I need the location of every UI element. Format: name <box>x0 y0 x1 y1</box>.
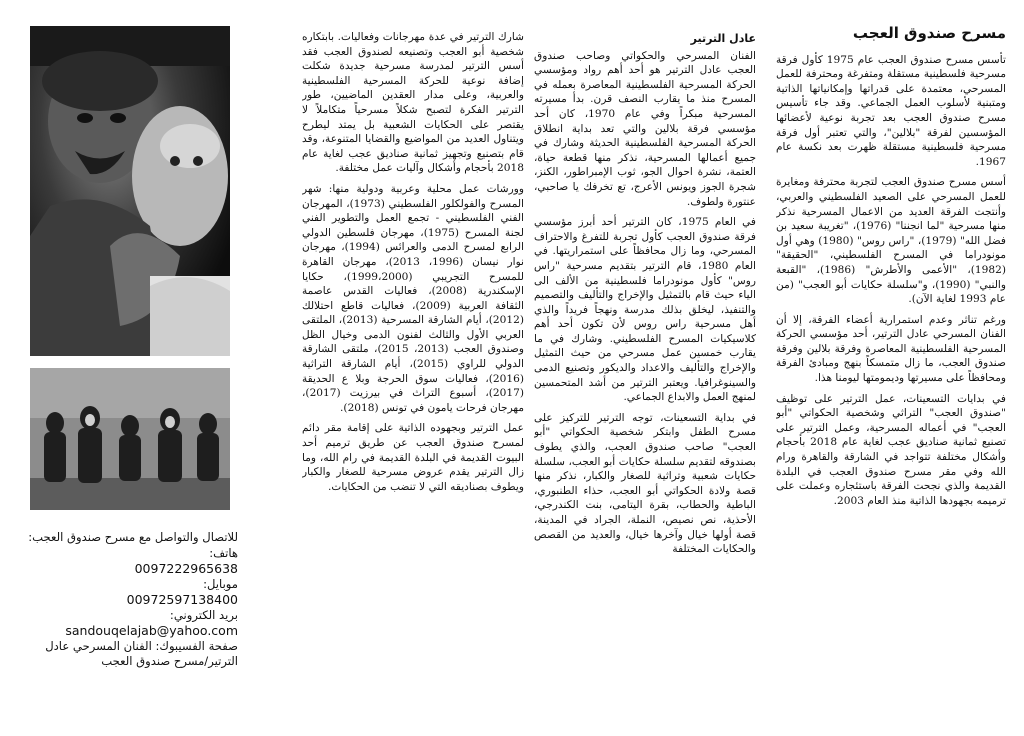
adel-paragraph: الفنان المسرحي والحكواتي وصاحب صندوق العجب عادل الترتير هو أحد أهم رواد ومؤسسي الحركة المسرحية الفلسطينية المعاصرة بعمله في المسرح منذ ما يقارب النصف قرن. بدأ مسيرته المسرحية مبكراً وفي عام 1970، كان أحد مؤسسي فرقة بلالين والتي تعد بداية انطلاق الحركة المسرحية الفلسطينية الحديثة وشارك في جميع أعمالها المسرحية، نذكر منها قطعة حياة، العتمة، نشرة احوال الجو، ثوب الإمبراطور، الكنز، شجرة الجوز ويونس الأعرج، تع تخرفك يا صاحبي، عنتورة ولطوف. <box>534 49 756 208</box>
email-address[interactable]: sandouqelajab@yahoo.com <box>65 623 238 638</box>
phone-label: هاتف: <box>209 545 238 560</box>
contact-heading: للاتصال والتواصل مع مسرح صندوق العجب: <box>28 530 238 544</box>
facebook-page[interactable]: صفحة الفسيبوك: الفنان المسرحي عادل الترتير/مسرح صندوق العجب <box>45 638 238 668</box>
adel-paragraph: في بداية التسعينات، توجه الترتير للتركيز على مسرح الطفل وابتكر شخصية الحكواتي "أبو العجب" صاحب صندوق العجب، والذي يطوف بصندوقه لتقديم سلسلة حكايات أبو العجب، سلسلة حكايات شعبية وتراثية للصغار والكبار، نذكر منها قصة ولادة الحكواتي أبو العجب، حذاء الطنبوري، الباطية والحطاب، بقرة اليتامى، بنت الكندرجي، الأحذية، نص نصيص، النملة، الجراد في المدينة، قصة أولها خيال وآخرها خيال، والعديد من القصص والحكايات المختلفة <box>534 411 756 556</box>
column-intro <box>776 10 1006 514</box>
festival-paragraph: وورشات عمل محلية وعربية ودولية منها: شهر المسرح والفولكلور الفلسطيني (1973)، المهرجان الفني الفلسطيني - تجمع العمل والتطوير الفني لجنة المسرح (1975)، مهرجان فلسطين الدولي الرابع لمسرح الدمى والعرائس (1994)، مهرجان نوار نيسان (1996، 2013)، مهرجان القاهرة للمسرح التجريبي (1999،2000)، حكايا الإسكندرية (2008)، فعاليات القدس عاصمة الثقافة العربية (2009)، فعاليات قاطع احتلالك (2012)، أيام الشارقة المسرحية (2013)، الملتقى العربي الأول والثالث لفنون الدمى وخيال الظل وصندوق العجب (2013، 2015)، ملتقى الشارقة الدولي للراوي (2015)، أيام الشارقة التراثية (2016)، فعاليات سوق الحرجة وبلا ع الحديقة (2017)، أسبوع التراث في بيرزيت (2017)، مهرجان فرحات يامون في تونس (2018). <box>302 182 524 414</box>
contact-block <box>26 530 238 670</box>
email-label: بريد الكتروني: <box>169 607 238 622</box>
intro-paragraph: تأسس مسرح صندوق العجب عام 1975 كأول فرقة مسرحية فلسطينية مستقلة ومتفرغة ومحترفة للعمل المسرحي، معتمدة على قدراتها وإمكانياتها الذاتية ومتبنية لأسلوب العمل الجماعي. وقد جاء تأسيس مسرح صندوق العجب بعد تجربة نوعية لأعضائها المؤسسين لفرقة "بلالين"، والتي تعتبر أول فرقة مسرحية فلسطينية مستقلة ظهرت بعد نكسة عام 1967. <box>776 53 1006 168</box>
mobile-label: موبايل: <box>203 576 238 591</box>
adel-heading: عادل الترتير <box>690 32 756 45</box>
festival-paragraph: عمل الترتير وبجهوده الذاتية على إقامة مقر دائم لمسرح صندوق العجب عن طريق ترميم أحد البيوت القديمة في البلدة القديمة في رام الله، وما زال الترتير يقدم عروض مسرحية للصغار والكبار ويطوف بصناديقه التي لا تنضب من الحكايات. <box>302 422 524 493</box>
mobile-number[interactable]: 00972597138400 <box>126 592 238 607</box>
group-photo-image <box>30 368 230 510</box>
intro-paragraph: ورغم تناثر وعدم استمرارية أعضاء الفرقة، إلا أن الفنان المسرحي عادل الترتير، أحد مؤسسي الحركة المسرحية الفلسطينية المعاصرة وفرقة بلالين وفرقة صندوق العجب، ما زال متمسكاً بنهج ومبادئ الفرقة ومحافظاً على مسيرتها وديمومتها ليومنا هذا. <box>776 313 1006 385</box>
phone-number[interactable]: 0097222965638 <box>134 561 238 576</box>
group-photo <box>30 368 230 510</box>
column-adel <box>534 32 756 563</box>
performer-photo-image <box>30 26 230 356</box>
festival-paragraph: شارك الترتير في عدة مهرجانات وفعاليات. بابتكاره شخصية أبو العجب وتصنيعه لصندوق العجب فقد أسس الترتير لمدرسة مسرحية جديدة شكلت إضافة نوعية للحركة المسرحية الفلسطينية والعربية، وعلى مدار العقدين الماضيين، طور الترتير الفكرة لتصبح شكلاً مسرحياً متكاملاً لا يقتصر على الحكايات الشعبية بل يمتد ليطرح ويتناول العديد من المواضيع والقضايا المتنوعة، وقد قام بتصنيع وتجهيز ثمانية صناديق عجب لغاية عام 2018 بأحجام وأشكال وآليات عمل مختلفة. <box>302 31 524 175</box>
page-title: مسرح صندوق العجب <box>852 24 1006 42</box>
adel-paragraph: في العام 1975، كان الترتير أحد أبرز مؤسسي فرقة صندوق العجب كأول تجربة للتفرغ والاحتراف المسرحي، وما زال محافظاً على استمراريتها. في العام 1980، قام الترتير بتقديم مسرحية "راس روس" كأول مونودراما فلسطينية من الألف الى الياء حيث قام بالتمثيل والإخراج والتأليف والتصميم والتنفيذ، ليخلق بذلك مدرسة ونهجاً فريداً والذي أهل مسرحية راس روس لأن تكون أحد أهم كلاسيكيات المسرح الفلسطيني. وشارك في ما يقارب خمسين عمل مسرحي من حيث التمثيل والإخراج والتأليف والاعداد والديكور وتصنيع الدمى والسينوغرافيا. ويعتبر الترتير من أشد المتحمسين لمنهج العمل والابداع الجماعي. <box>534 216 756 404</box>
performer-photo <box>30 26 230 356</box>
intro-paragraph: في بدايات التسعينات، عمل الترتير على توظيف "صندوق العجب" التراثي وشخصية الحكواتي "أبو العجب" في أعماله المسرحية، وعمل الترتير على تصنيع ثمانية صناديق عجب لغاية عام 2018 بأحجام وأشكال مختلفة تتواجد في الشارقة والقاهرة ورام الله وفي مقر مسرح صندوق العجب في البلدة القديمة والذي نجحت الفرقة باستئجاره وعملت على ترميمه بجهودها الذاتية منذ العام 2003. <box>776 392 1006 507</box>
column-festivals <box>302 30 524 500</box>
intro-paragraph: أسس مسرح صندوق العجب لتجربة محترفة ومغايرة للعمل المسرحي على الصعيد الفلسطيني والعربي، وأنتجت الفرقة العديد من الاعمال المسرحية نذكر منها مسرحية "لما انجننا" (1976)، "تغريبة سعيد بن فضل الله" (1979)، "راس روس" (1980) وهي أول مونودراما في المسرح الفلسطيني، "الحقيقة" (1982)، "الأعمى والأطرش" (1986)، "القبعة والنبي" (1990)، و"سلسلة حكايات أبو العجب" (من عام 1993 لغاية الآن). <box>776 176 1006 306</box>
